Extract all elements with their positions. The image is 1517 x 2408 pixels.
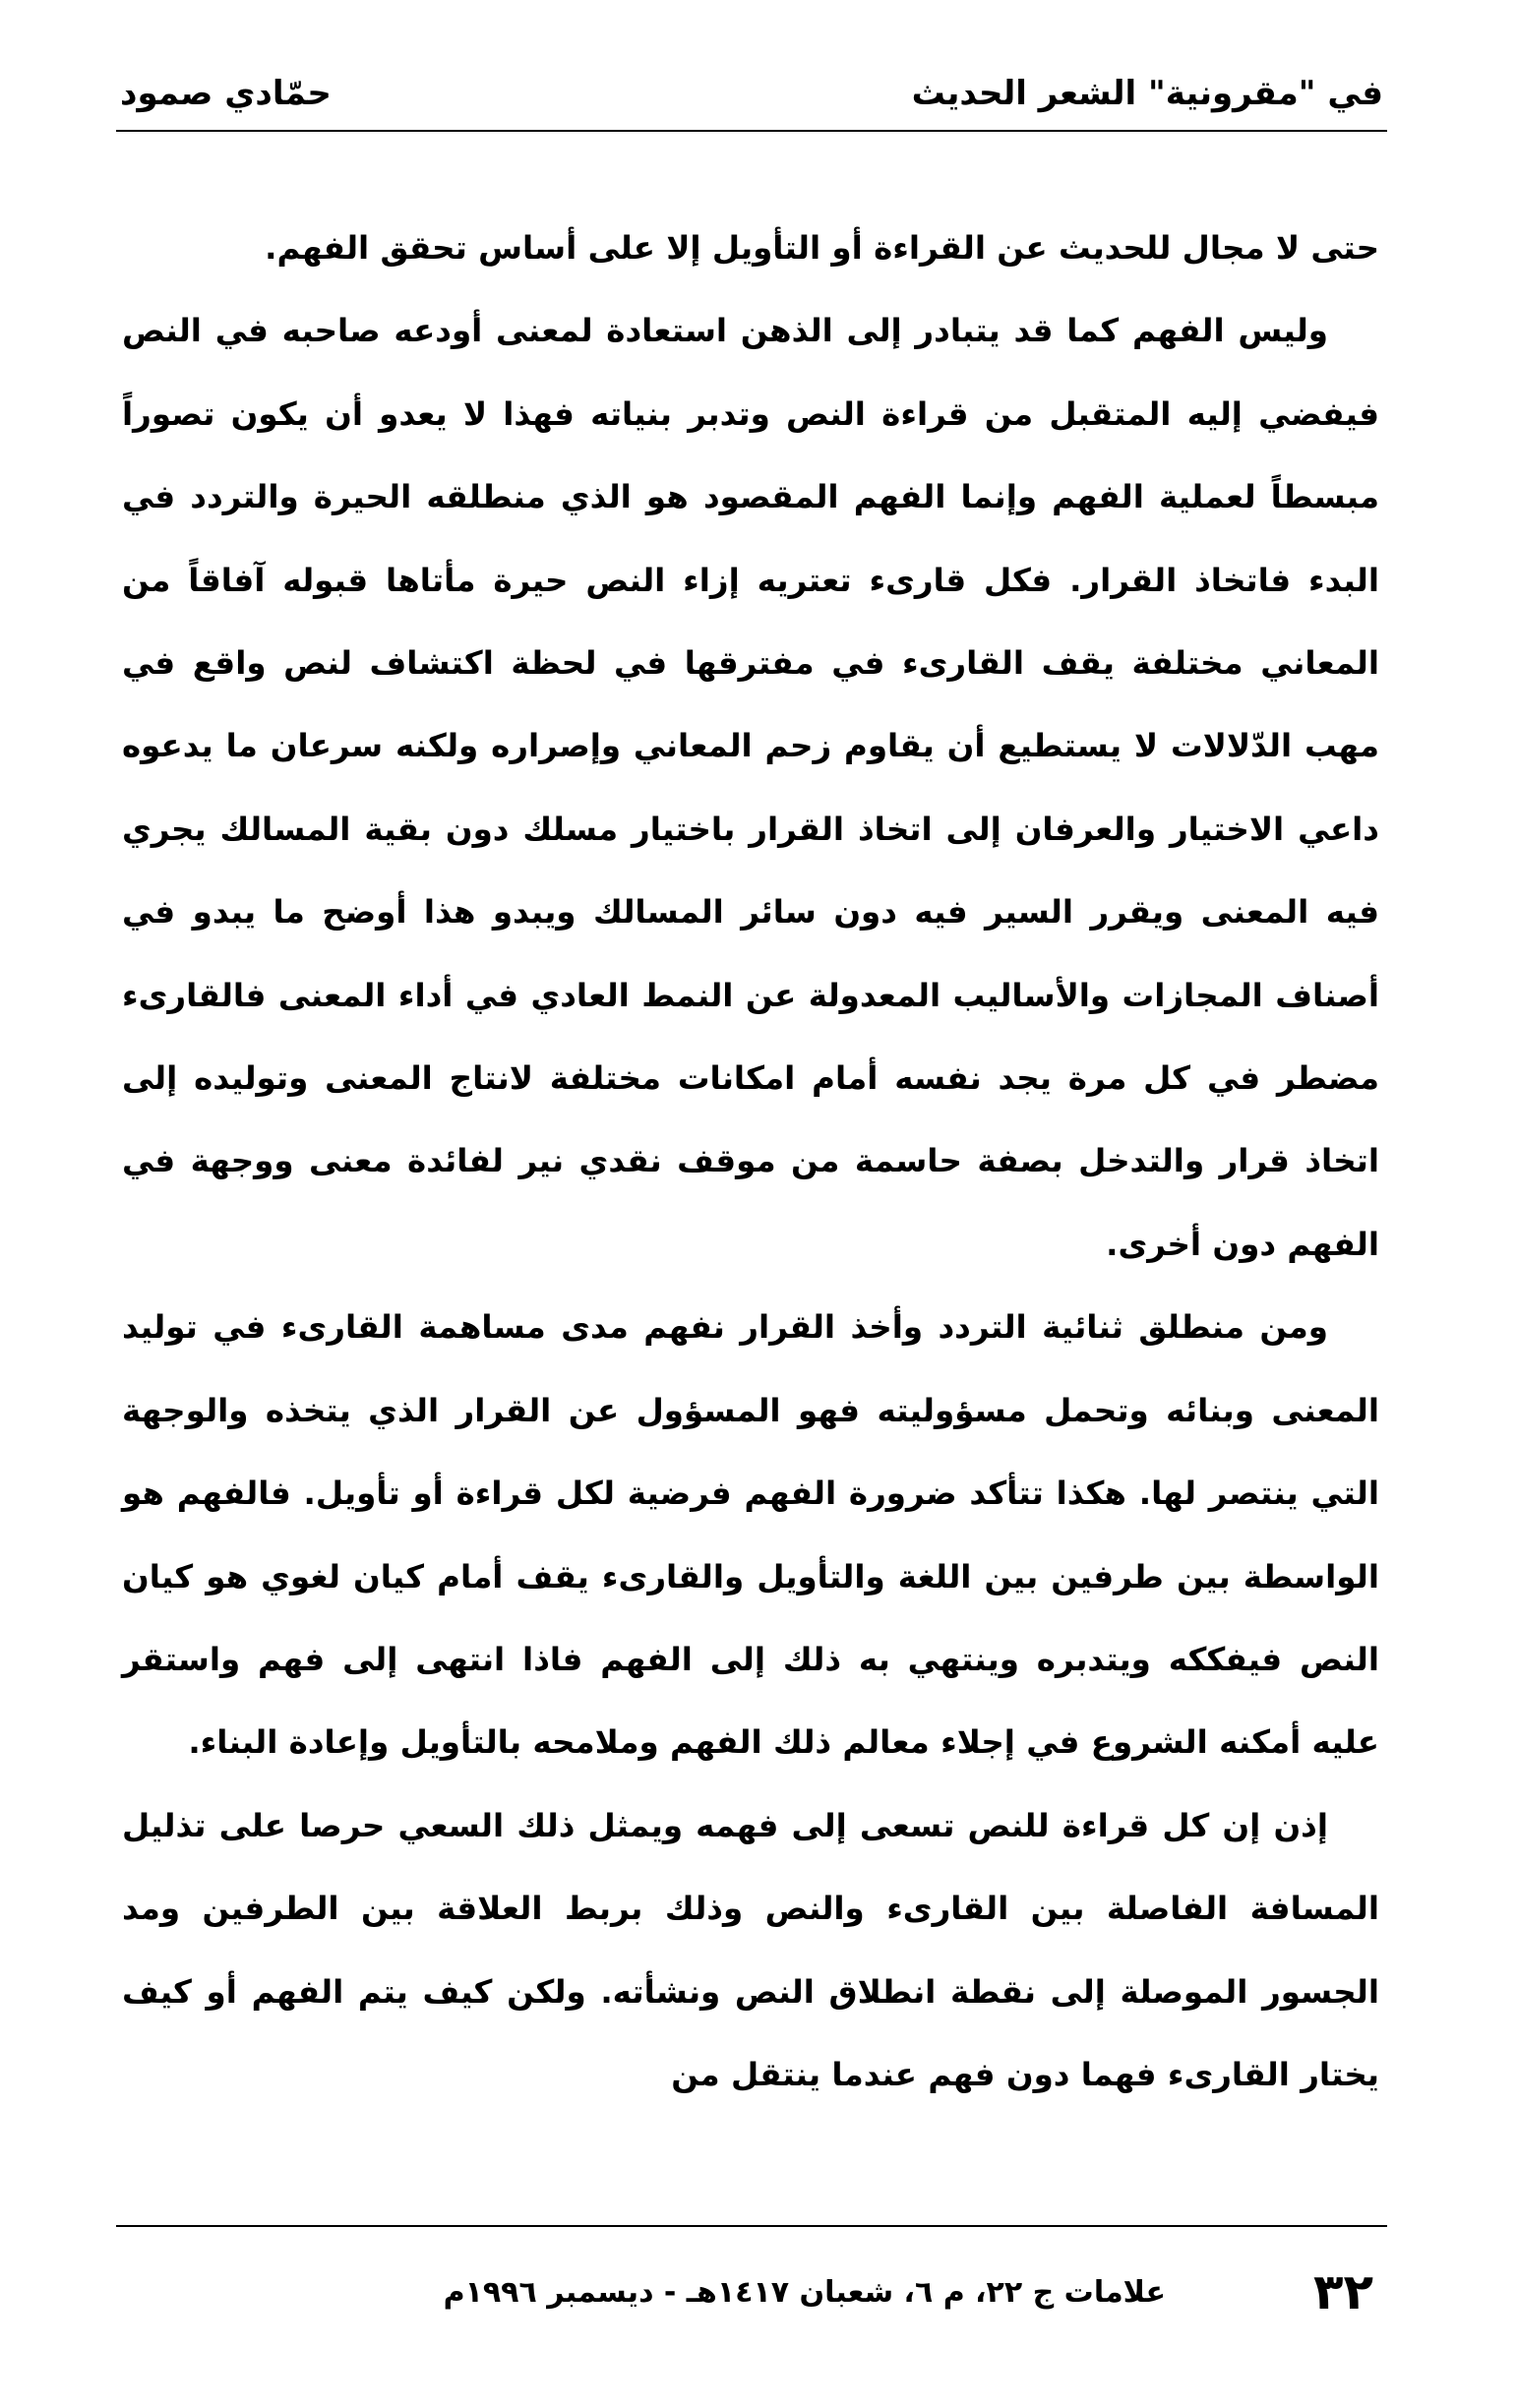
running-author: حمّادي صمود bbox=[120, 74, 332, 113]
running-footer bbox=[122, 2253, 1373, 2331]
paragraph: حتى لا مجال للحديث عن القراءة أو التأويل إلا على أساس تحقق الفهم. bbox=[265, 229, 1379, 267]
running-title: في "مقرونية" الشعر الحديث bbox=[911, 74, 1383, 113]
footer-rule bbox=[116, 2225, 1387, 2227]
page-number: ٣٢ bbox=[1312, 2263, 1373, 2320]
paragraph: إذن إن كل قراءة للنص تسعى إلى فهمه ويمثل ذلك السعي حرصا على تذليل المسافة الفاصلة بين القارىء والنص وذلك بربط العلاقة بين الطرفين ومد الجسور الموصلة إلى نقطة انطلاق النص ونشأته. ولكن كيف يتم الفهم أو كيف يختار القارىء فهما دون فهم عندما ينتقل من bbox=[122, 1806, 1379, 2093]
paragraph: ومن منطلق ثنائية التردد وأخذ القرار نفهم مدى مساهمة القارىء في توليد المعنى وبنائه وتحمل مسؤوليته فهو المسؤول عن القرار الذي يتخذه والوجهة التي ينتصر لها. هكذا تتأكد ضرورة الفهم فرضية لكل قراءة أو تأويل. فالفهم هو الواسطة بين طرفين بين اللغة والتأويل والقارىء يقف أمام كيان لغوي هو كيان النص فيفككه ويتدبره وينتهي به ذلك إلى الفهم فاذا انتهى إلى فهم واستقر عليه أمكنه الشروع في إجلاء معالم ذلك الفهم وملامحه بالتأويل وإعادة البناء. bbox=[122, 1308, 1379, 1762]
article-body bbox=[122, 207, 1379, 2116]
paragraph: وليس الفهم كما قد يتبادر إلى الذهن استعادة لمعنى أودعه صاحبه في النص فيفضي إليه المتقبل من قراءة النص وتدبر بنياته فهذا لا يعدو أن يكون تصوراً مبسطاً لعملية الفهم وإنما الفهم المقصود هو الذي منطلقه الحيرة والتردد في البدء فاتخاذ القرار. فكل قارىء تعتريه إزاء النص حيرة مأتاها قبوله آفاقاً من المعاني مختلفة يقف القارىء في مفترقها في لحظة اكتشاف لنص واقع في مهب الدّلالات لا يستطيع أن يقاوم زحم المعاني وإصراره ولكنه سرعان ما يدعوه داعي الاختيار والعرفان إلى اتخاذ القرار باختيار مسلك دون بقية المسالك يجري فيه المعنى ويقرر السير فيه دون سائر المسالك ويبدو هذا أوضح ما يبدو في أصناف المجازات والأساليب المعدولة عن النمط العادي في أداء المعنى فالقارىء مضطر في كل مرة يجد نفسه أمام امكانات مختلفة لانتاج المعنى وتوليده إلى اتخاذ قرار والتدخل بصفة حاسمة من موقف نقدي نير لفائدة معنى ووجهة في الفهم دون أخرى. bbox=[122, 312, 1379, 1263]
running-header bbox=[120, 59, 1383, 128]
journal-citation: علامات ج ٢٢، م ٦، شعبان ١٤١٧هـ - ديسمبر ١٩٩٦م bbox=[443, 2274, 1166, 2310]
header-rule bbox=[116, 130, 1387, 132]
